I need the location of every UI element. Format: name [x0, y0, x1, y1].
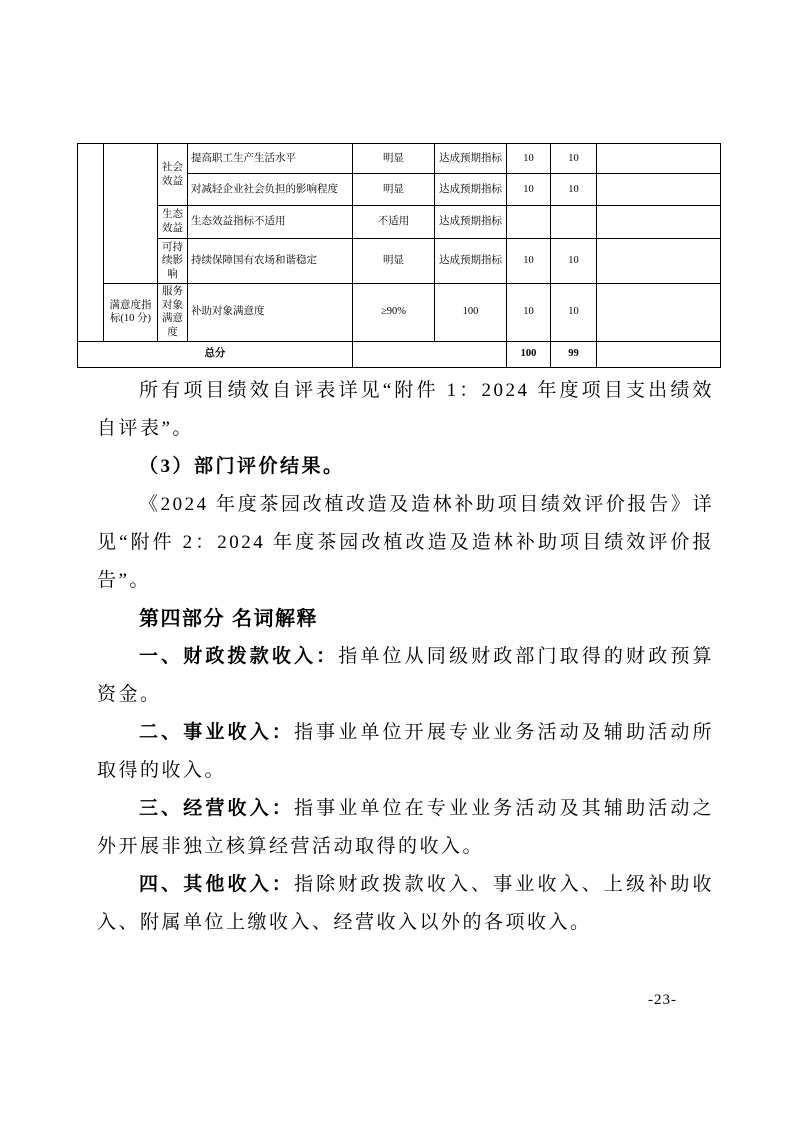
total-actual-score-cell: 99 [551, 341, 597, 367]
indicator-name-cell: 补助对象满意度 [188, 284, 353, 342]
page-number: -23- [648, 992, 677, 1008]
table-row [78, 206, 721, 239]
satisfaction-group-cell: 满意度指标(10 分) [104, 284, 158, 342]
total-full-score-cell: 100 [507, 341, 551, 367]
performance-table [77, 143, 721, 368]
full-score-cell: 10 [507, 284, 551, 342]
actual-value-cell: 100 [435, 284, 507, 342]
term-paragraph-business-income [97, 714, 714, 790]
actual-score-cell: 10 [551, 144, 597, 174]
actual-score-cell: 10 [551, 239, 597, 284]
paragraph-report-note [97, 486, 714, 600]
actual-score-cell: 10 [551, 174, 597, 206]
full-score-cell: 10 [507, 174, 551, 206]
term-lead: 一、财政拨款收入： [139, 646, 339, 667]
actual-value-cell: 达成预期指标 [435, 144, 507, 174]
indicator-name-cell: 生态效益指标不适用 [188, 206, 353, 239]
total-label-cell: 总分 [78, 341, 353, 367]
indicator-name-cell: 提高职工生产生活水平 [188, 144, 353, 174]
heading-text: （3）部门评价结果。 [139, 456, 345, 477]
actual-value-cell: 达成预期指标 [435, 239, 507, 284]
remark-cell [597, 284, 721, 342]
remark-cell [597, 239, 721, 284]
paragraph-self-eval-note [97, 372, 714, 448]
table-row [78, 284, 721, 342]
actual-score-cell: 10 [551, 284, 597, 342]
total-row [78, 341, 721, 367]
body-text [97, 372, 714, 942]
paragraph-dept-result-heading [97, 448, 714, 486]
remark-cell [597, 206, 721, 239]
table-row [78, 144, 721, 174]
remark-cell [597, 144, 721, 174]
full-score-cell [507, 206, 551, 239]
indicator-category-cell: 社会效益 [158, 144, 188, 206]
full-score-cell: 10 [507, 144, 551, 174]
paragraph-text: 所有项目绩效自评表详见“附件 1：2024 年度项目支出绩效自评表”。 [97, 380, 714, 439]
actual-value-cell: 达成预期指标 [435, 206, 507, 239]
term-lead: 二、事业收入： [139, 722, 294, 743]
term-paragraph-fiscal-appropriation [97, 638, 714, 714]
target-value-cell: 不适用 [353, 206, 435, 239]
term-lead: 四、其他收入： [139, 874, 294, 895]
term-text: 指事业单位在专业业务活动及其辅助活动之外开展非独立核算经营活动取得的收入。 [97, 798, 714, 857]
full-score-cell: 10 [507, 239, 551, 284]
term-paragraph-other-income [97, 866, 714, 942]
total-remark-cell [597, 341, 721, 367]
indicator-category-cell: 服务对象满意度 [158, 284, 188, 342]
target-value-cell: 明显 [353, 174, 435, 206]
left-span-cell [78, 144, 104, 342]
paragraph-text: 《2024 年度茶园改植改造及造林补助项目绩效评价报告》详见“附件 2：2024 年度茶园改植改造及造林补助项目绩效评价报告”。 [97, 494, 714, 591]
term-paragraph-operating-income [97, 790, 714, 866]
term-text: 指单位从同级财政部门取得的财政预算资金。 [97, 646, 714, 705]
group-span-cell [104, 144, 158, 284]
term-lead: 三、经营收入： [139, 798, 294, 819]
indicator-category-cell: 生态效益 [158, 206, 188, 239]
table-row [78, 239, 721, 284]
target-value-cell: ≥90% [353, 284, 435, 342]
term-text: 指除财政拨款收入、事业收入、上级补助收入、附属单位上缴收入、经营收入以外的各项收入。 [97, 874, 714, 933]
target-value-cell: 明显 [353, 239, 435, 284]
indicator-category-cell: 可持续影响 [158, 239, 188, 284]
term-text: 指事业单位开展专业业务活动及辅助活动所取得的收入。 [97, 722, 714, 781]
actual-value-cell: 达成预期指标 [435, 174, 507, 206]
total-mid-cell [353, 341, 507, 367]
remark-cell [597, 174, 721, 206]
target-value-cell: 明显 [353, 144, 435, 174]
indicator-name-cell: 对减轻企业社会负担的影响程度 [188, 174, 353, 206]
section-heading-part4 [97, 600, 714, 638]
indicator-name-cell: 持续保障国有农场和谐稳定 [188, 239, 353, 284]
performance-table-container [77, 143, 721, 368]
heading-text: 第四部分 名词解释 [139, 608, 319, 630]
actual-score-cell [551, 206, 597, 239]
